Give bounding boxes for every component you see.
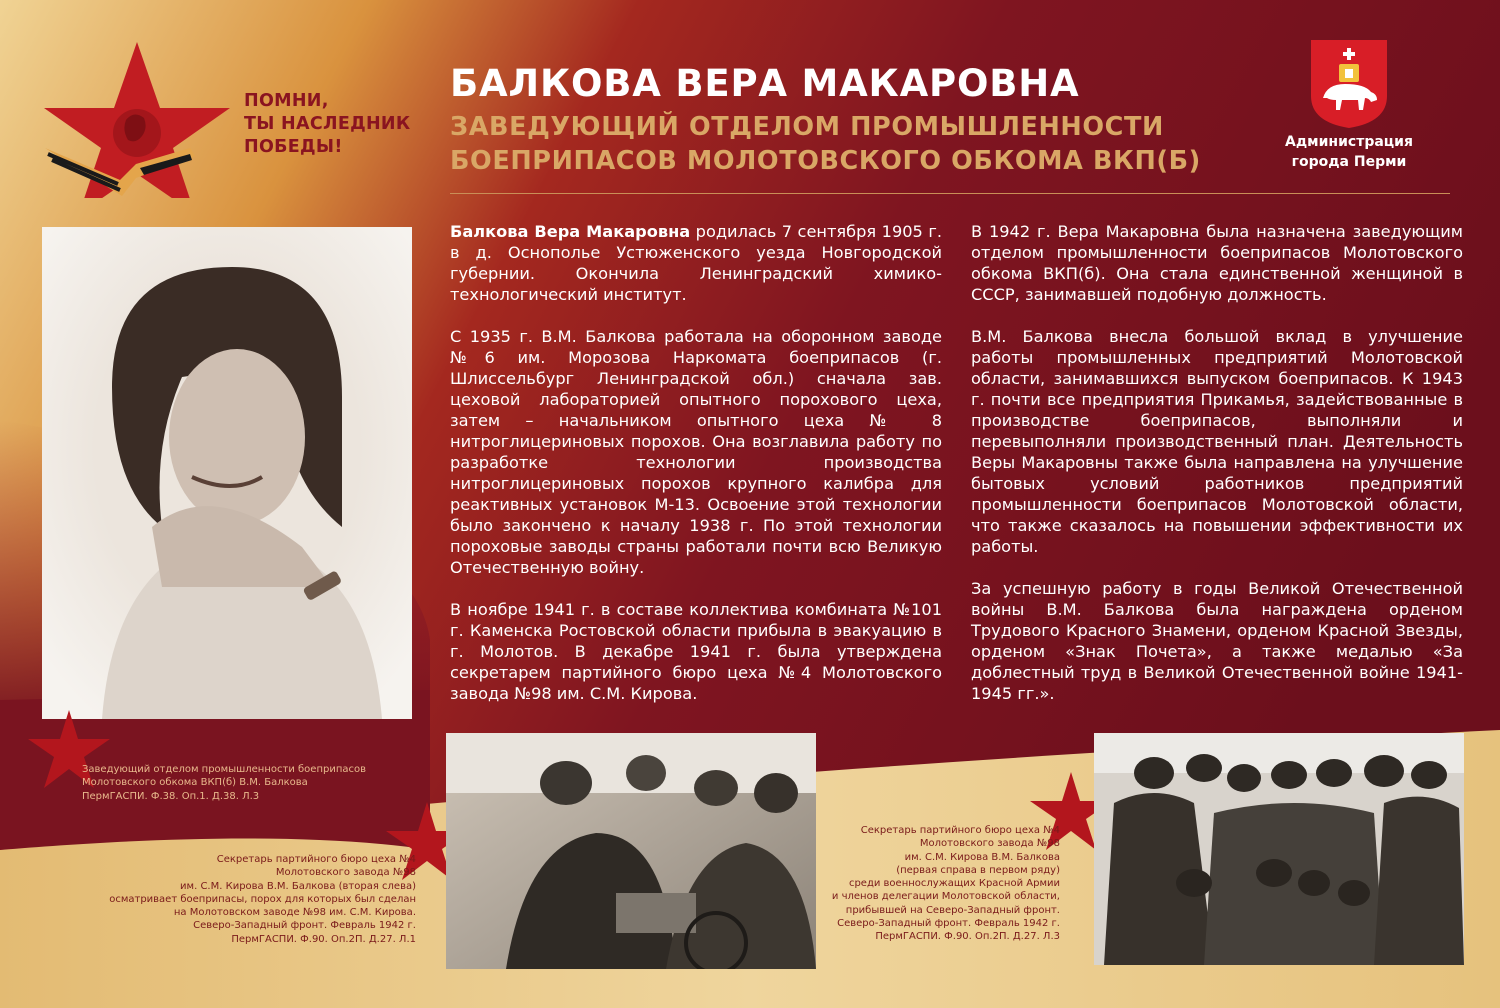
bio-paragraph-1: Балкова Вера Макаровна родилась 7 сентября 1905 г. в д. Оснополье Устюженского уезда Новгородской губернии. Окончила Ленинградский химико-технологический институт. (450, 222, 942, 304)
bio-paragraph-2: С 1935 г. В.М. Балкова работала на оборонном заводе №6 им. Морозова Наркомата боеприпасов (г. Шлиссельбург Ленинградской обл.) сначала зав. цеховой лабораторией опытного порохового цеха, затем – начальником опытного цеха № 8 нитроглицериновых порохов. Она возглавила работу по разработке технологии производства нитроглицериновых порохов крупного калибра для реактивных установок М-13. Освоение этой технологии было закончено к началу 1938 г. По этой технологии пороховые заводы страны работали почти всю Великую Отечественную войну. (450, 327, 942, 577)
administration-label: Администрация города Перми (1285, 134, 1413, 170)
perm-coat-of-arms-icon (1309, 38, 1389, 128)
victory-star-logo (40, 38, 240, 198)
bio-column-right (971, 221, 1463, 725)
bio-column-left (450, 221, 942, 725)
portrait-caption: Заведующий отделом промышленности боеприпасов Молотовского обкома ВКП(б) В.М. Балкова ПермГАСПИ. Ф.38. Оп.1. Д.38. Л.3 (82, 764, 367, 802)
bio-paragraph-3: В ноябре 1941 г. в составе коллектива комбината №101 г. Каменска Ростовской области прибыла в эвакуацию в г. Молотов. В декабре 1941 г. была утверждена секретарем партийного бюро цеха №4 Молотовского завода №98 им. С.М. Кирова. (450, 600, 942, 703)
archive-photo-group (1094, 733, 1464, 965)
bio-paragraph-6: За успешную работу в годы Великой Отечественной войны В.М. Балкова была награждена орденом Трудового Красного Знамени, орденом Красной Звезды, орденом «Знак Почета», а также медалью «За доблестный труд в Великой Отечественной войне 1941-1945 гг.». (971, 579, 1463, 703)
page-title: БАЛКОВА ВЕРА МАКАРОВНА (450, 62, 1080, 105)
photo3-caption: Секретарь партийного бюро цеха №4 Молотовского завода №98 им. С.М. Кирова В.М. Балкова (первая справа в первом ряду) среди военнослужащих Красной Армии и членов делегации Молотовской области, прибывшей на Северо-Западный фронт. Северо-Западный фронт. Февраль 1942 г. ПермГАСПИ. Ф.90. Оп.2П. Д.27. Л.3 (831, 825, 1060, 943)
slogan: ПОМНИ, ТЫ НАСЛЕДНИК ПОБЕДЫ! (244, 91, 411, 157)
photo2-caption: Секретарь партийного бюро цеха №4 Молотовского завода №98 им. С.М. Кирова В.М. Балкова (вторая слева) осматривает боеприпасы, порох для которых был сделан на Молотовском заводе №98 им. С.М. Кирова. Северо-Западный фронт. Февраль 1942 г. ПермГАСПИ. Ф.90. Оп.2П. Д.27. Л.1 (109, 854, 416, 945)
bio-paragraph-4: В 1942 г. Вера Макаровна была назначена заведующим отделом промышленности боеприпасов Молотовского обкома ВКП(б). Она стала единственной женщиной в СССР, занимавшей подобную должность. (971, 222, 1463, 304)
position-subtitle: ЗАВЕДУЮЩИЙ ОТДЕЛОМ ПРОМЫШЛЕННОСТИ БОЕПРИПАСОВ МОЛОТОВСКОГО ОБКОМА ВКП(Б) (450, 112, 1201, 176)
portrait-photo (42, 227, 412, 719)
bio-paragraph-5: В.М. Балкова внесла большой вклад в улучшение работы промышленных предприятий Молотовской области, занимавшихся выпуском боеприпасов. К 1943 г. почти все предприятия Прикамья, задействованные в производстве боеприпасов, выполняли и перевыполняли производственный план. Деятельность Веры Макаровны также была направлена на улучшение бытовых условий работников предприятий промышленности боеприпасов Молотовской области, что также сказалось на повышении эффективности их работы. (971, 327, 1463, 556)
header-divider (450, 193, 1450, 194)
